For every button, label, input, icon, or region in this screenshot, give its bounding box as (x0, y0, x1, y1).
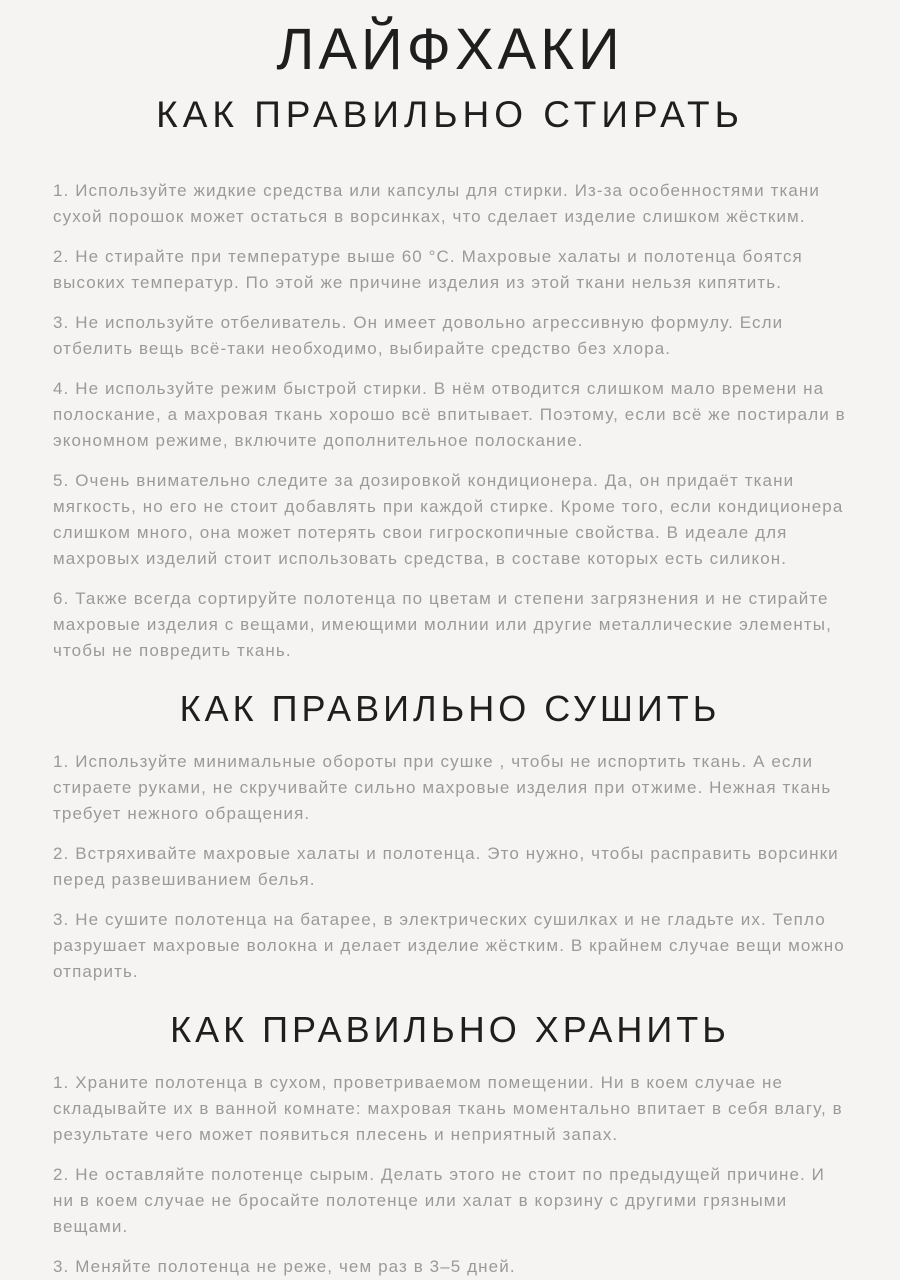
content (53, 178, 847, 1280)
storing-section-heading: КАК ПРАВИЛЬНО ХРАНИТЬ (170, 1009, 730, 1051)
washing-tip-5: 5. Очень внимательно следите за дозировкой кондиционера. Да, он придаёт ткани мягкость, но его не стоит добавлять при каждой стирке. Кроме того, если кондиционера слишком много, она может потерять свои гигроскопичные свойства. В идеале для махровых изделий стоит использовать средства, в составе которых есть силикон. (53, 470, 844, 568)
washing-tip-6: 6. Также всегда сортируйте полотенца по цветам и степени загрязнения и не стирайте махровые изделия с вещами, имеющими молнии или другие металлические элементы, чтобы не повредить ткань. (53, 588, 832, 660)
drying-section-heading: КАК ПРАВИЛЬНО СУШИТЬ (179, 687, 721, 729)
washing-tip-1: 1. Используйте жидкие средства или капсулы для стирки. Из-за особенностями ткани сухой порошок может остаться в ворсинках, что сделает изделие слишком жёстким. (53, 180, 821, 226)
storing-tip-3: 3. Меняйте полотенца не реже, чем раз в 3–5 дней. (53, 1257, 516, 1277)
section-storing (53, 1009, 847, 1280)
storing-tip-2: 2. Не оставляйте полотенце сырым. Делать этого не стоит по предыдущей причине. И ни в коем случае не бросайте полотенце или халат в корзину с другими грязными вещами. (53, 1165, 825, 1237)
page-subtitle: КАК ПРАВИЛЬНО СТИРАТЬ (156, 93, 744, 135)
washing-tip-3: 3. Не используйте отбеливатель. Он имеет довольно агрессивную формулу. Если отбелить вещь всё-таки необходимо, выбирайте средство без хлора. (53, 312, 784, 358)
drying-tip-3: 3. Не сушите полотенца на батарее, в электрических сушилках и не гладьте их. Тепло разрушает махровые волокна и делает изделие жёстким. В крайнем случае вещи можно отпарить. (53, 910, 845, 982)
drying-tip-1: 1. Используйте минимальные обороты при сушке , чтобы не испортить ткань. А если стираете руками, не скручивайте сильно махровые изделия при отжиме. Нежная ткань требует нежного обращения. (53, 752, 832, 824)
section-drying (53, 688, 847, 985)
section-washing (53, 178, 847, 664)
page-title: ЛАЙФХАКИ (276, 17, 624, 82)
drying-tip-2: 2. Встряхивайте махровые халаты и полотенца. Это нужно, чтобы расправить ворсинки перед развешиванием белья. (53, 844, 839, 890)
washing-tip-4: 4. Не используйте режим быстрой стирки. В нём отводится слишком мало времени на полоскание, а махровая ткань хорошо всё впитывает. Поэтому, если всё же постирали в экономном режиме, включите дополнительное полоскание. (53, 378, 846, 450)
washing-tip-2: 2. Не стирайте при температуре выше 60 °С. Махровые халаты и полотенца боятся высоких температур. По этой же причине изделия из этой ткани нельзя кипятить. (53, 246, 803, 292)
storing-tip-1: 1. Храните полотенца в сухом, проветриваемом помещении. Ни в коем случае не складывайте их в ванной комнате: махровая ткань моментально впитает в себя влагу, в результате чего может появиться плесень и неприятный запах. (53, 1073, 843, 1145)
